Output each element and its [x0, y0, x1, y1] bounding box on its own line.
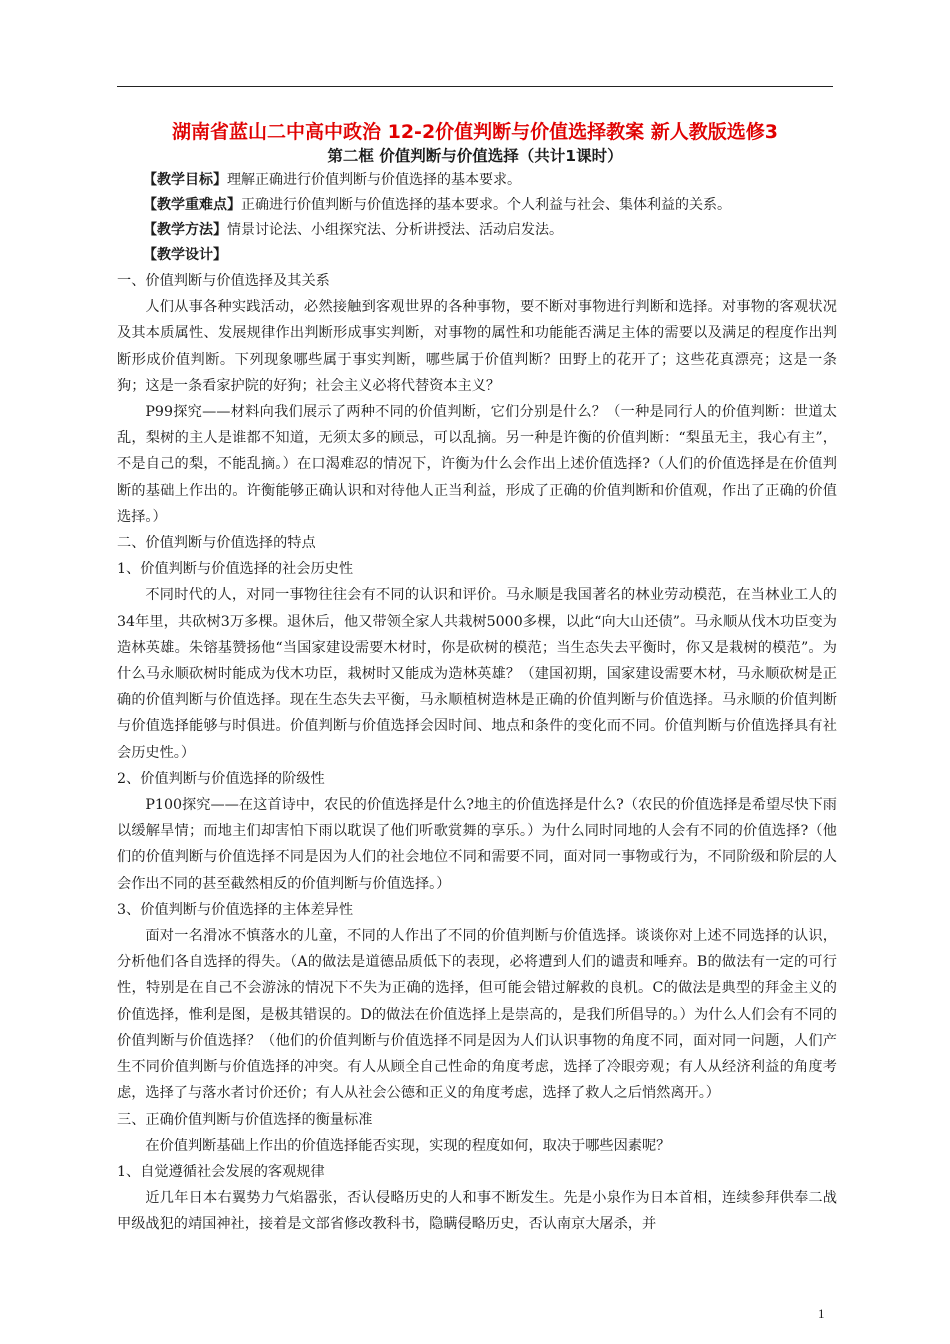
lesson-headers — [143, 168, 843, 268]
paragraph: 在价值判断基础上作出的价值选择能否实现，实现的程度如何，取决于哪些因素呢？ — [145, 1137, 671, 1154]
teaching-design: 【教学设计】 — [143, 247, 227, 263]
document-title: 湖南省蓝山二中高中政治 12-2价值判断与价值选择教案 新人教版选修3 — [172, 121, 778, 143]
subsection-heading: 1、自觉遵循社会发展的客观规律 — [117, 1163, 325, 1180]
subsection-heading: 1、价值判断与价值选择的社会历史性 — [117, 561, 354, 578]
teaching-method: 【教学方法】情景讨论法、小组探究法、分析讲授法、活动启发法。 — [143, 222, 563, 238]
paragraph: 近几年日本右翼势力气焰嚣张，否认侵略历史的人和事不断发生。先是小泉作为日本首相，连续参拜供奉二战甲级战犯的靖国神社，接着是文部省修改教科书，隐瞒侵略历史，否认南京大屠杀，并 — [117, 1190, 837, 1233]
paragraph: P99探究——材料向我们展示了两种不同的价值判断，它们分别是什么？（一种是同行人的价值判断：世道太乱，梨树的主人是谁都不知道，无须太多的顾忌，可以乱摘。另一种是许衡的价值判断：“梨虽无主，我心有主”，不是自己的梨，不能乱摘。）在口渴难忍的情况下，许衡为什么会作出上述价值选择?（人们的价值选择是在价值判断的基础上作出的。许衡能够正确认识和对待他人正当利益，形成了正确的价值判断和价值观，作出了正确的价值选择。） — [117, 404, 837, 525]
teaching-goal: 【教学目标】理解正确进行价值判断与价值选择的基本要求。 — [143, 172, 521, 188]
section-heading: 三、正确价值判断与价值选择的衡量标准 — [117, 1111, 373, 1128]
document-body — [117, 268, 837, 1238]
paragraph: 不同时代的人，对同一事物往往会有不同的认识和评价。马永顺是我国著名的林业劳动模范，在当林业工人的34年里，共砍树3万多棵。退休后，他又带领全家人共栽树5000多棵，以此“向大山还债”。马永顺从伐木功臣变为造林英雄。朱镕基赞扬他“当国家建设需要木材时，你是砍树的模范；当生态失去平衡时，你又是栽树的模范”。为什么马永顺砍树时能成为伐木功臣，栽树时又能成为造林英雄？（建国初期，国家建设需要木材，马永顺砍树是正确的价值判断与价值选择。现在生态失去平衡，马永顺植树造林是正确的价值判断与价值选择。马永顺的价值判断与价值选择能够与时俱进。价值判断与价值选择会因时间、地点和条件的变化而不同。价值判断与价值选择具有社会历史性。） — [117, 587, 837, 761]
paragraph: 面对一名滑冰不慎落水的儿童，不同的人作出了不同的价值判断与价值选择。谈谈你对上述不同选择的认识，分析他们各自选择的得失。（A的做法是道德品质低下的表现，必将遭到人们的谴责和唾弃。B的做法有一定的可行性，特别是在自己不会游泳的情况下不失为正确的选择，但可能会错过解救的良机。C的做法是典型的拜金主义的价值选择，惟利是图，是极其错误的。D的做法在价值选择上是崇高的，是我们所倡导的。）为什么人们会有不同的价值判断与价值选择？（他们的价值判断与价值选择不同是因为人们认识事物的角度不同，面对同一问题，人们产生不同价值判断与价值选择的冲突。有人从顾全自己性命的角度考虑，选择了冷眼旁观；有人从经济利益的角度考虑，选择了与落水者讨价还价；有人从社会公德和正义的角度考虑，选择了救人之后悄然离开。） — [117, 928, 837, 1102]
subsection-heading: 2、价值判断与价值选择的阶级性 — [117, 770, 325, 787]
teaching-key-points: 【教学重难点】正确进行价值判断与价值选择的基本要求。个人利益与社会、集体利益的关系。 — [143, 197, 731, 213]
document-subtitle: 第二框 价值判断与价值选择（共计1课时） — [327, 147, 623, 165]
subsection-heading: 3、价值判断与价值选择的主体差异性 — [117, 901, 354, 918]
paragraph: 人们从事各种实践活动，必然接触到客观世界的各种事物，要不断对事物进行判断和选择。对事物的客观状况及其本质属性、发展规律作出判断形成事实判断，对事物的属性和功能能否满足主体的需要以及满足的程度作出判断形成价值判断。下列现象哪些属于事实判断，哪些属于价值判断？田野上的花开了；这些花真漂亮；这是一条狗；这是一条看家护院的好狗；社会主义必将代替资本主义？ — [117, 299, 837, 394]
section-heading: 一、价值判断与价值选择及其关系 — [117, 273, 330, 289]
section-heading: 二、价值判断与价值选择的特点 — [117, 535, 316, 552]
page-number: 1 — [818, 1306, 825, 1321]
top-rule — [117, 86, 833, 87]
paragraph: P100探究——在这首诗中，农民的价值选择是什么?地主的价值选择是什么?（农民的价值选择是希望尽快下雨以缓解旱情；而地主们却害怕下雨以耽误了他们听歌赏舞的享乐。）为什么同时同地的人会有不同的价值选择?（他们的价值判断与价值选择不同是因为人们的社会地位不同和需要不同，面对同一事物或行为，不同阶级和阶层的人会作出不同的甚至截然相反的价值判断与价值选择。） — [117, 797, 837, 892]
